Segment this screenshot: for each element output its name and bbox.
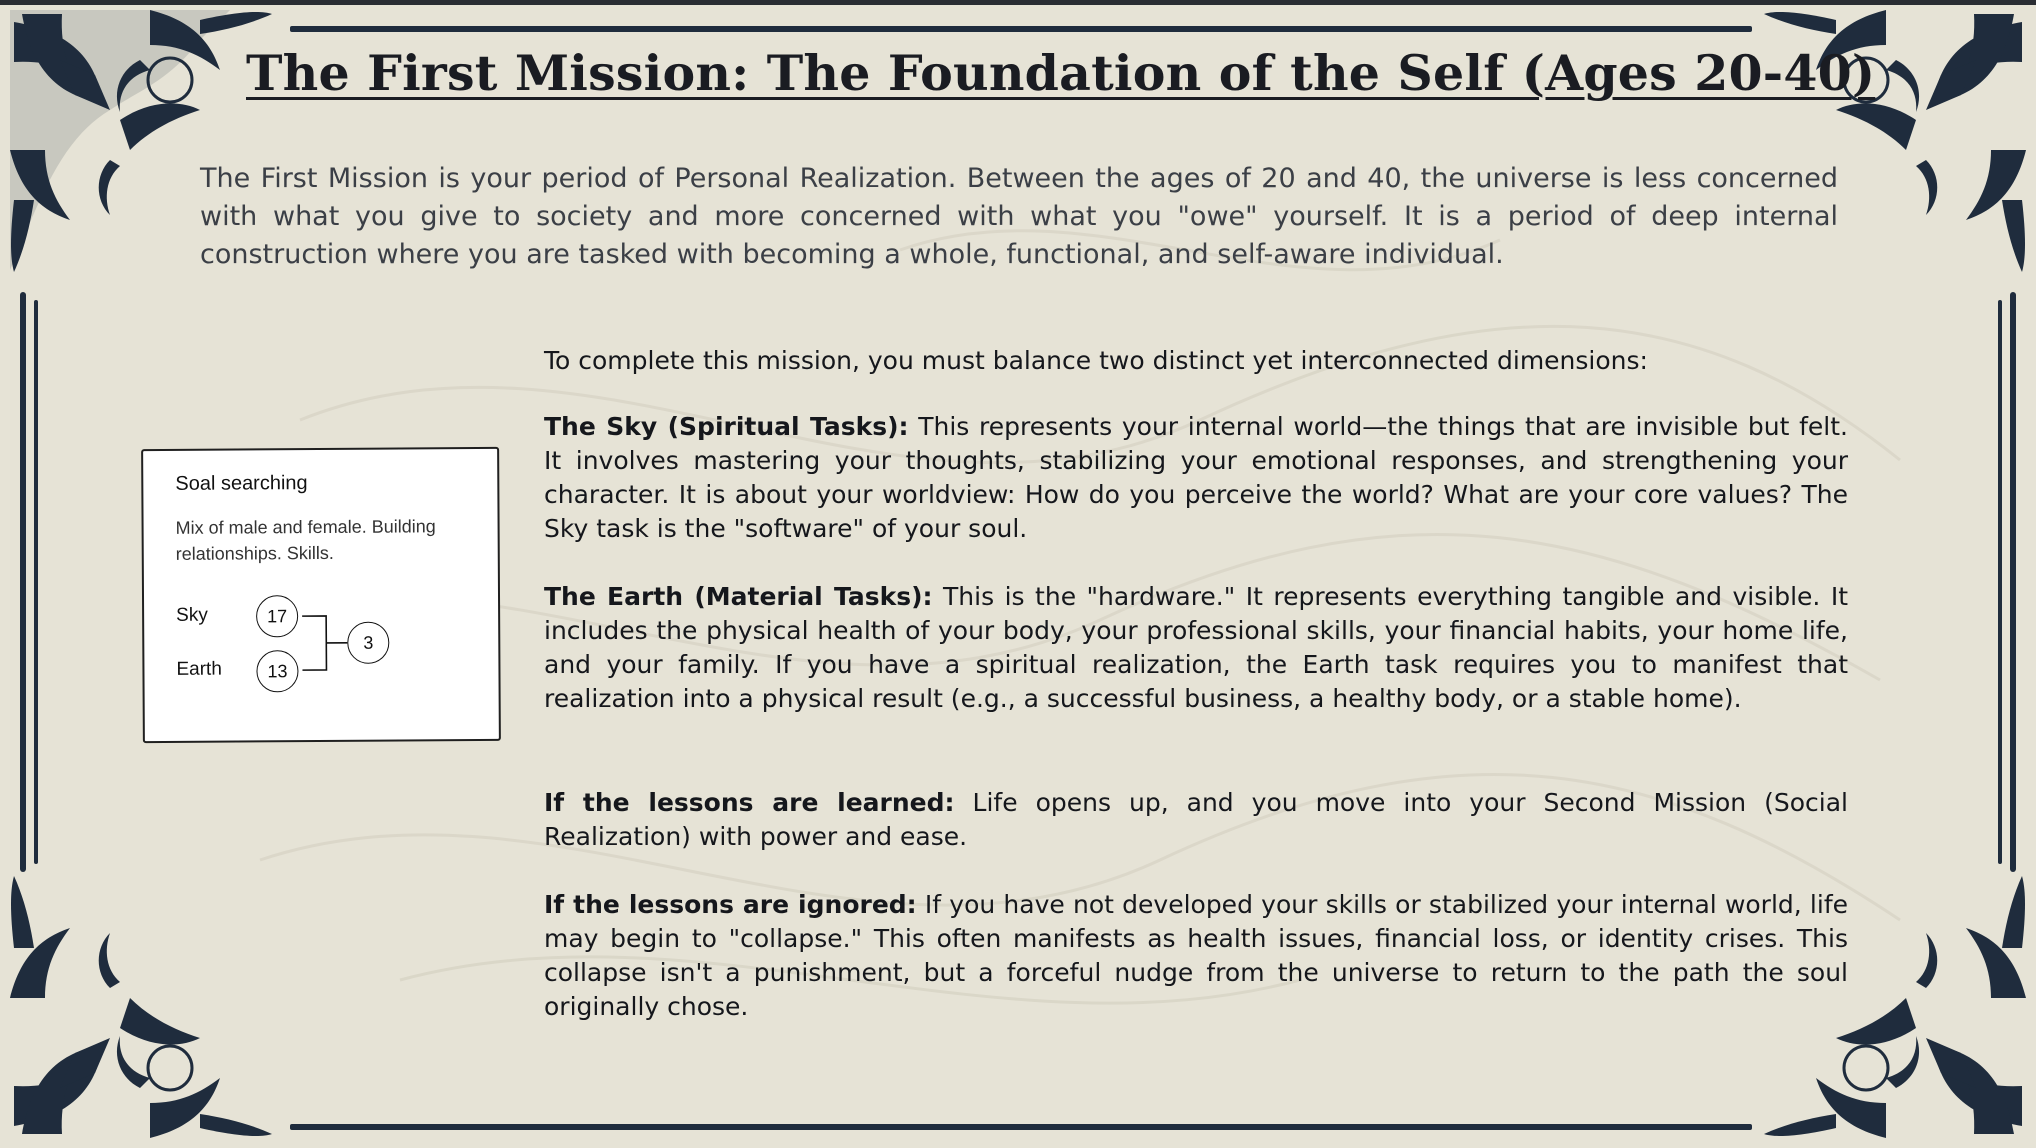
card-title: Soal searching	[175, 472, 308, 495]
top-border-line	[290, 26, 1752, 32]
card-description: Mix of male and female. Building relationships. Skills.	[175, 516, 436, 564]
soul-searching-card	[141, 447, 501, 743]
earth-paragraph	[544, 580, 1848, 716]
result-number-circle: 3	[347, 622, 389, 664]
earth-text: This is the "hardware." It represents everything tangible and visible. It includes the physical health of your body, your professional skills, your financial habits, your home life, and your family. If you have a spiritual realization, the Earth task requires you to manifest that realization into a physical result (e.g., a successful business, a healthy body, or a stable home).	[544, 582, 1849, 713]
sky-text: This represents your internal world—the things that are invisible but felt. It involves mastering your thoughts, stabilizing your emotional responses, and strengthening your character. It is about your worldview: How do you perceive the world? What are your core values? The Sky task is the "software" of your soul.	[544, 412, 1848, 543]
earth-heading: The Earth (Material Tasks):	[544, 582, 933, 611]
right-border-bar-outer	[2010, 292, 2016, 872]
learned-text: Life opens up, and you move into your Second Mission (Social Realization) with power and ease.	[544, 788, 1848, 851]
sky-paragraph	[544, 410, 1848, 546]
earth-number-circle: 13	[256, 650, 298, 692]
page-title: The First Mission: The Foundation of the Self (Ages 20-40)	[246, 44, 1876, 102]
sky-number-circle: 17	[256, 595, 298, 637]
intro-paragraph: The First Mission is your period of Personal Realization. Between the ages of 20 and 40, the universe is less concerned with what you give to society and more concerned with what you "owe" yourself. It is a period of deep internal construction where you are tasked with becoming a whole, functional, and self-aware individual.	[200, 163, 1838, 270]
main-body-text	[544, 344, 1848, 1058]
learned-paragraph	[544, 786, 1848, 854]
card-row-label-sky: Sky	[176, 604, 208, 626]
ignored-paragraph	[544, 888, 1848, 1024]
corner-ornament-icon	[0, 858, 290, 1148]
card-row-label-earth: Earth	[176, 658, 222, 680]
learned-heading: If the lessons are learned:	[544, 788, 955, 817]
ignored-text: If you have not developed your skills or stabilized your internal world, life may begin to "collapse." This often manifests as health issues, financial loss, or identity crises. This collapse isn't a punishment, but a forceful nudge from the universe to return to the path the soul originally chose.	[544, 890, 1849, 1021]
right-border-bar-inner	[1998, 300, 2002, 864]
sky-heading: The Sky (Spiritual Tasks):	[544, 412, 909, 441]
left-border-bar-inner	[34, 300, 38, 864]
ignored-heading: If the lessons are ignored:	[544, 890, 917, 919]
bottom-border-line	[290, 1124, 1752, 1130]
left-border-bar-outer	[20, 292, 26, 872]
lead-sentence: To complete this mission, you must balance two distinct yet interconnected dimensions:	[544, 346, 1648, 375]
